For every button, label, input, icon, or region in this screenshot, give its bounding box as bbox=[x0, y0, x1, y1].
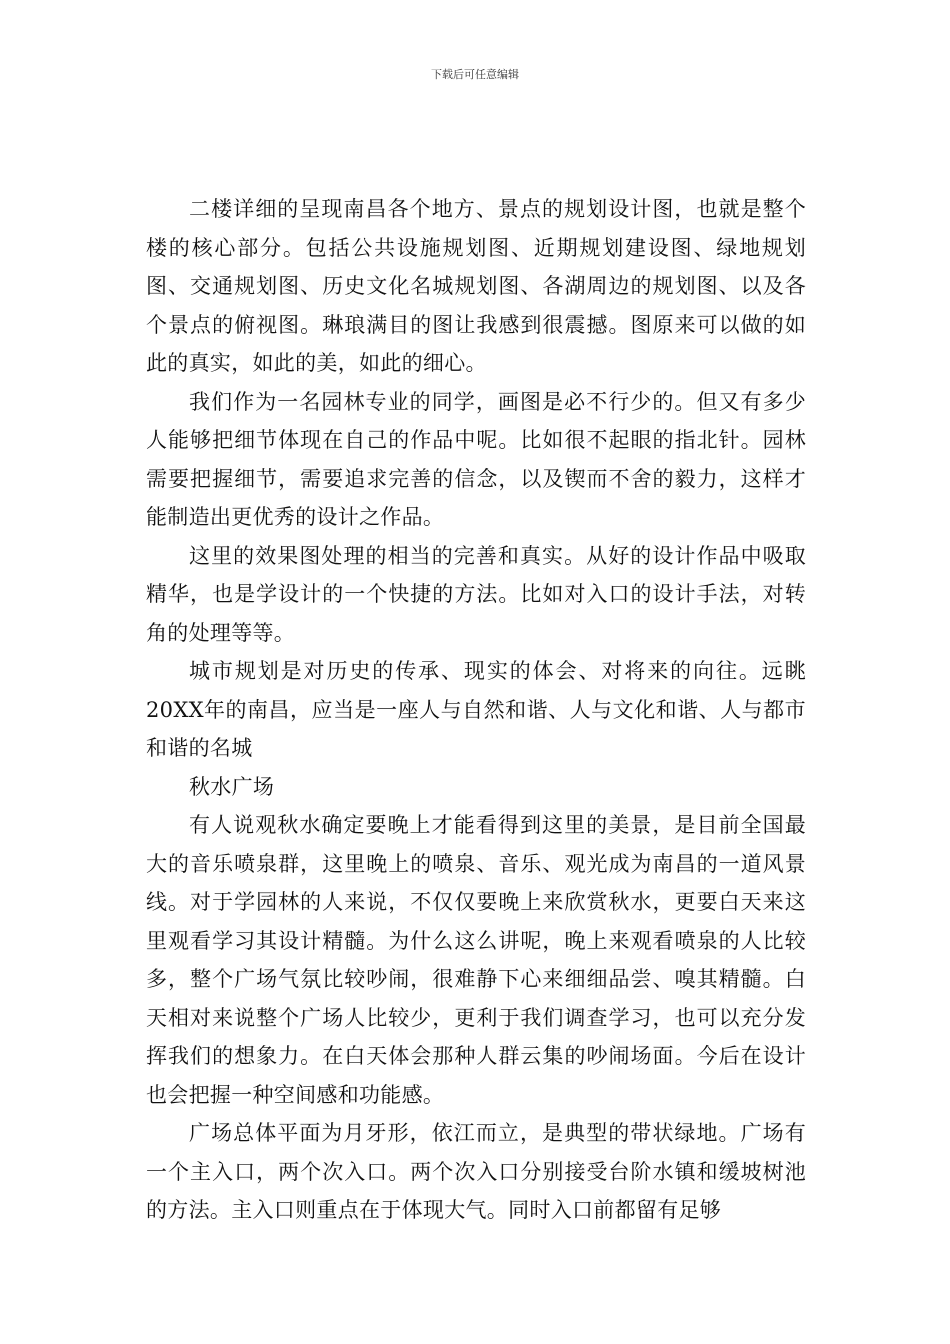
section-heading: 秋水广场 bbox=[189, 774, 275, 799]
paragraph: 广场总体平面为月牙形，依江而立，是典型的带状绿地。广场有一个主入口，两个次入口。两个次入口分别接受台阶水镇和缓坡树池的方法。主入口则重点在于体现大气。同时入口前都留有足够 bbox=[146, 1121, 806, 1222]
document-body bbox=[146, 190, 806, 1230]
paragraph: 二楼详细的呈现南昌各个地方、景点的规划设计图，也就是整个楼的核心部分。包括公共设施规划图、近期规划建设图、绿地规划图、交通规划图、历史文化名城规划图、各湖周边的规划图、以及各个景点的俯视图。琳琅满目的图让我感到很震撼。图原来可以做的如此的真实，如此的美，如此的细心。 bbox=[146, 197, 806, 375]
paragraph: 我们作为一名园林专业的同学，画图是必不行少的。但又有多少人能够把细节体现在自己的作品中呢。比如很不起眼的指北针。园林需要把握细节，需要追求完善的信念，以及锲而不舍的毅力，这样才能制造出更优秀的设计之作品。 bbox=[146, 389, 806, 529]
paragraph: 这里的效果图处理的相当的完善和真实。从好的设计作品中吸取精华，也是学设计的一个快捷的方法。比如对入口的设计手法，对转角的处理等等。 bbox=[146, 543, 806, 645]
page-header-note: 下载后可任意编辑 bbox=[431, 68, 519, 81]
paragraph: 有人说观秋水确定要晚上才能看得到这里的美景，是目前全国最大的音乐喷泉群，这里晚上的喷泉、音乐、观光成为南昌的一道风景线。对于学园林的人来说，不仅仅要晚上来欣赏秋水，更要白天来这里观看学习其设计精髓。为什么这么讲呢，晚上来观看喷泉的人比较多，整个广场气氛比较吵闹，很难静下心来细细品尝、嗅其精髓。白天相对来说整个广场人比较少，更利于我们调查学习，也可以充分发挥我们的想象力。在白天体会那种人群云集的吵闹场面。今后在设计也会把握一种空间感和功能感。 bbox=[146, 813, 806, 1107]
paragraph: 城市规划是对历史的传承、现实的体会、对将来的向往。远眺20XX年的南昌，应当是一座人与自然和谐、人与文化和谐、人与都市和谐的名城 bbox=[146, 659, 806, 760]
